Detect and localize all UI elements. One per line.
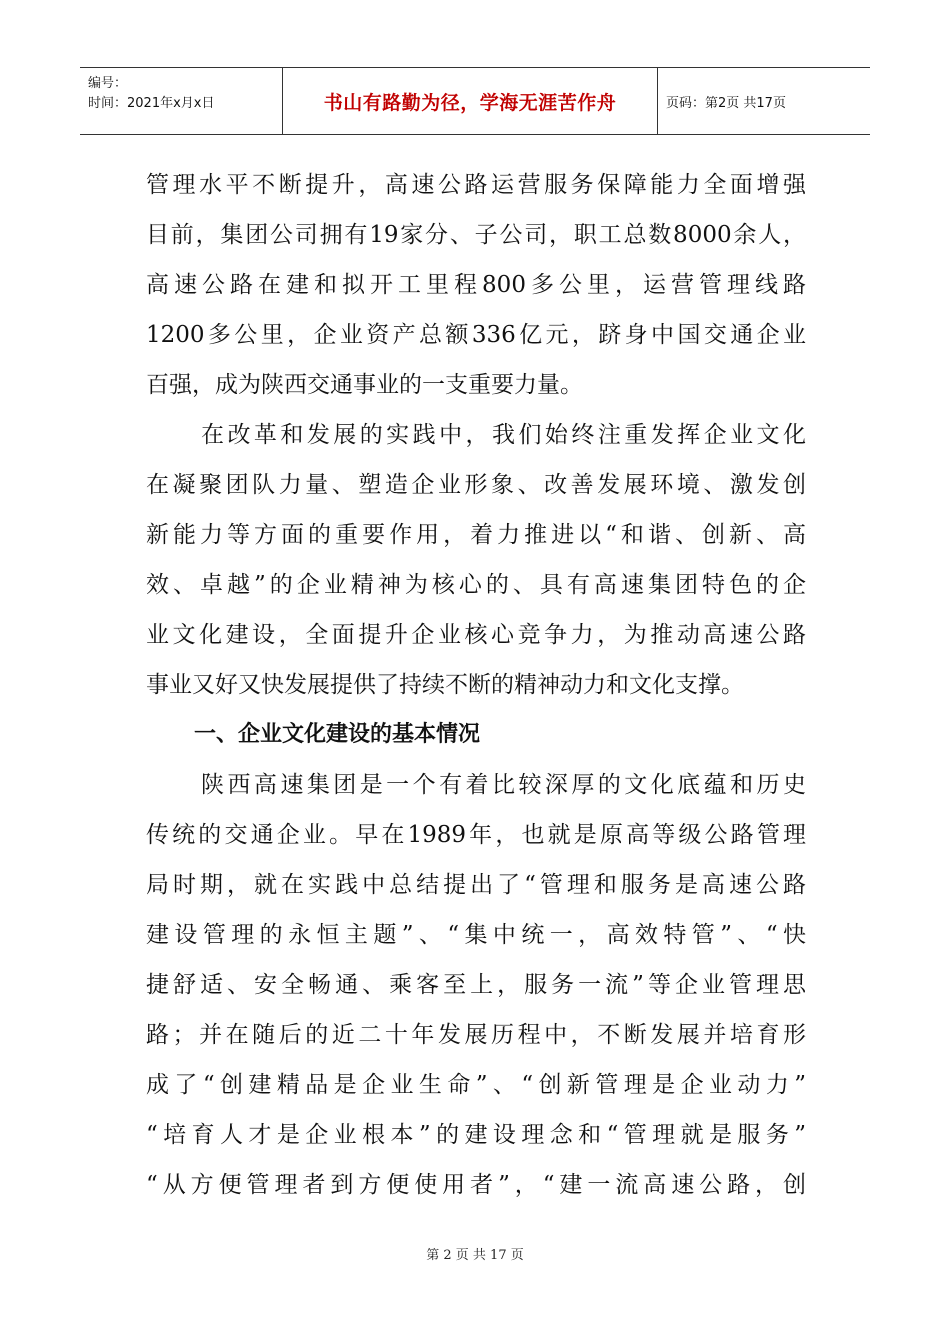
body-line: “培育人才是企业根本”的建设理念和“管理就是服务” xyxy=(146,1122,806,1148)
body-line: 建设管理的永恒主题”、“集中统一，高效特管”、“快 xyxy=(146,922,806,948)
body-line: 1200多公里，企业资产总额336亿元，跻身中国交通企业 xyxy=(146,322,806,348)
body-line: 捷舒适、安全畅通、乘客至上，服务一流”等企业管理思 xyxy=(146,972,806,998)
page-footer xyxy=(0,1244,950,1263)
document-number-label: 编号： xyxy=(88,76,128,91)
section-heading: 一、企业文化建设的基本情况 xyxy=(194,722,481,747)
body-line: 新能力等方面的重要作用，着力推进以“和谐、创新、高 xyxy=(146,522,806,548)
body-line: 高速公路在建和拟开工里程800多公里，运营管理线路 xyxy=(146,272,806,298)
body-line: 路；并在随后的近二十年发展历程中，不断发展并培育形 xyxy=(146,1022,806,1048)
body-line: 业文化建设，全面提升企业核心竞争力，为推动高速公路 xyxy=(146,622,806,648)
body-line: 成了“创建精品是企业生命”、“创新管理是企业动力” xyxy=(146,1072,806,1098)
header-page-label: 页码：第2页 共17页 xyxy=(666,95,786,111)
body-line: 效、卓越”的企业精神为核心的、具有高速集团特色的企 xyxy=(146,572,806,598)
body-line: 管理水平不断提升，高速公路运营服务保障能力全面增强 xyxy=(146,172,806,198)
body-line: 传统的交通企业。早在1989年，也就是原高等级公路管理 xyxy=(146,822,806,848)
header-page-info xyxy=(658,68,870,134)
body-line: 百强，成为陕西交通事业的一支重要力量。 xyxy=(146,372,583,398)
body-line: 在改革和发展的实践中，我们始终注重发挥企业文化 xyxy=(201,422,806,448)
body-line: 局时期，就在实践中总结提出了“管理和服务是高速公路 xyxy=(146,872,806,898)
header-motto-cell xyxy=(283,68,658,134)
header-meta xyxy=(80,68,283,134)
header-motto: 书山有路勤为径，学海无涯苦作舟 xyxy=(323,91,617,114)
document-date-label: 时间：2021年x月x日 xyxy=(88,96,215,111)
page-header xyxy=(80,67,870,135)
body-line: “从方便管理者到方便使用者”，“建一流高速公路，创 xyxy=(146,1172,806,1198)
body-line: 目前，集团公司拥有19家分、子公司，职工总数8000余人， xyxy=(146,222,806,248)
footer-page-number: 第 2 页 共 17 页 xyxy=(426,1248,524,1263)
document-body xyxy=(146,160,806,1210)
body-line: 事业又好又快发展提供了持续不断的精神动力和文化支撑。 xyxy=(146,672,744,698)
body-line: 陕西高速集团是一个有着比较深厚的文化底蕴和历史 xyxy=(201,772,806,798)
body-line: 在凝聚团队力量、塑造企业形象、改善发展环境、激发创 xyxy=(146,472,806,498)
